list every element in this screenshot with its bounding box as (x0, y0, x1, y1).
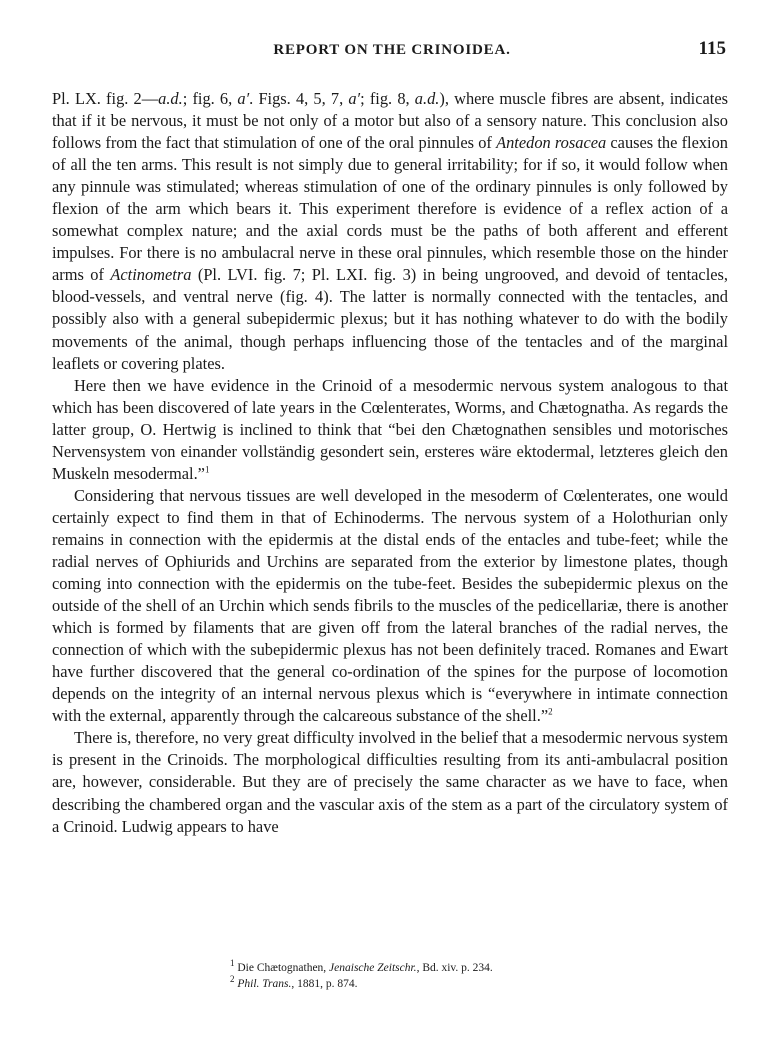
paragraph (52, 88, 728, 375)
italic-text: Antedon rosacea (496, 133, 607, 153)
text-run: Pl. LX. fig. 2— (52, 89, 159, 108)
text-run: ; fig. 6, (182, 89, 238, 108)
paragraph (52, 375, 728, 485)
running-header (58, 38, 726, 64)
text-run: (Pl. LVI. fig. 7; Pl. LXI. fig. 3) in being ungrooved, and devoid of tentacles, blood-vessels, and ventral nerve (fig. 4). The latter is normally connected with the tentacles, and possibly also with a general subepidermic plexus; but it has nothing whatever to do with the bodily movements of the animal, though perhaps influencing those of the tentacles and of the marginal leaflets or covering plates. (52, 265, 728, 373)
text-run: There is, therefore, no very great difficulty involved in the belief that a mesodermic nervous system is present in the Crinoids. The morphological difficulties resulting from its anti-ambulacral position are, however, considerable. But they are of precisely the same character as we have to face, when describing the chambered organ and the vascular axis of the stem as a part of the circulatory system of a Crinoid. Ludwig appears to have (52, 728, 728, 836)
paragraph (52, 727, 728, 837)
text-run: , 1881, p. 874. (291, 978, 358, 990)
running-title: REPORT ON THE CRINOIDEA. (273, 42, 511, 58)
italic-text: a′ (237, 89, 250, 108)
text-run: Here then we have evidence in the Crinoid of a mesodermic nervous system analogous to that which has been discovered of late years in the Cœlenterates, Worms, and Chætognatha. As regards the latter group, O. Hertwig is inclined to think that “bei den Chætognathen sensibles und motorisches Nervensystem von einander vollständig gesondert sein, ersteres wäre ektodermal, letzteres gleich den Muskeln mesodermal.” (52, 375, 728, 483)
footnote-marker: 2 (548, 706, 553, 717)
text-run: ; fig. 8, (360, 89, 415, 108)
page-number: 115 (698, 38, 726, 59)
footnotes (230, 960, 700, 992)
italic-text: a.d. (414, 89, 440, 108)
body-text (52, 88, 728, 838)
italic-text: a′ (348, 89, 361, 108)
footnote-marker: 1 (204, 464, 210, 475)
footnote (230, 960, 700, 976)
footnote-marker: 1 (230, 958, 235, 969)
italic-text: Phil. Trans. (237, 978, 292, 990)
paragraph (52, 485, 728, 728)
text-run: Die Chætognathen, (234, 962, 330, 974)
footnote (230, 976, 700, 992)
italic-text: Jenaische Zeitschr. (329, 962, 417, 974)
text-run: ), where muscle fibres are absent, indicates that if it be nervous, it must be not only of a motor but also of a sensory nature. This conclusion also follows from the fact that stimulation of one of the oral pinnules of (52, 89, 728, 153)
text-run: . Figs. 4, 5, 7, (249, 89, 349, 108)
footnote-marker: 2 (230, 974, 235, 985)
italic-text: a.d. (158, 89, 183, 108)
text-run: Considering that nervous tissues are well developed in the mesoderm of Cœlenterates, one would certainly expect to find them in that of Echinoderms. The nervous system of a Holothurian only remains in connection with the epidermis at the distal ends of the entacles and tube-feet; while the radial nerves of Ophiurids and Urchins are separated from the exterior by limestone plates, though coming into connection with the epidermis on the tube-feet. Besides the subepidermic plexus on the outside of the shell of an Urchin which sends fibrils to the muscles of the pedicellariæ, there is another which is formed by filaments that are given off from the lateral branches of the radial nerves, the connection of which with the subepidermic plexus has not been definitely traced. Romanes and Ewart have further discovered that the general co-ordination of the spines for the purpose of locomotion depends on the integrity of an internal nervous plexus which is “everywhere in intimate connection with the external, apparently through the calcareous substance of the shell.” (52, 485, 728, 726)
italic-text: Actinometra (110, 265, 192, 285)
text-run: causes the flexion of all the ten arms. This result is not simply due to general irritability; for if so, it would follow when any pinnule was stimulated; whereas stimulation of one of the ordinary pinnules is only followed by flexion of the arm which bears it. This experiment therefore is evidence of a reflex action of a somewhat complex nature; and the axial cords must be the paths of both afferent and efferent impulses. For there is no ambulacral nerve in these oral pinnules, which resemble those on the hinder arms of (52, 133, 728, 285)
text-run: , Bd. xiv. p. 234. (416, 962, 493, 974)
